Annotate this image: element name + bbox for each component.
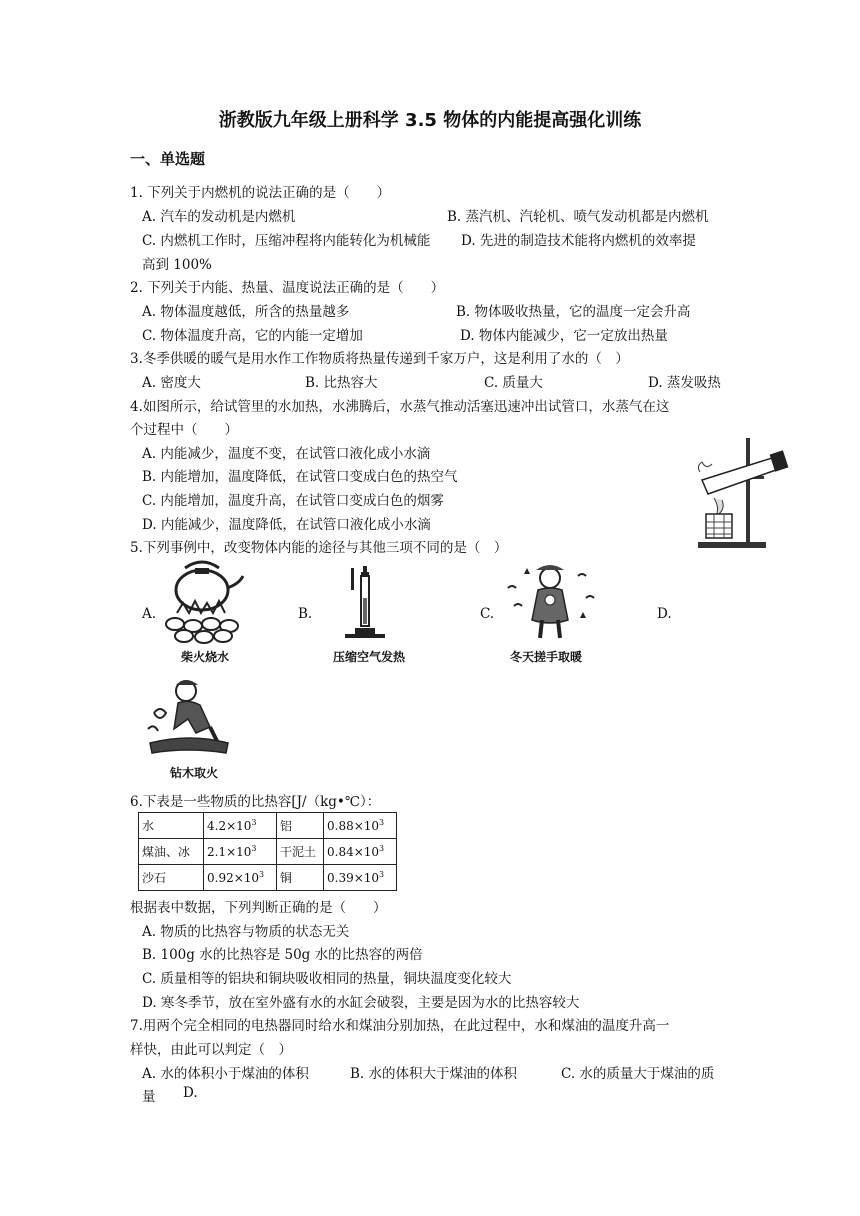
question-3-stem: 3.冬季供暖的暖气是用水作工作物质将热量传递到千家万户，这是利用了水的（ ） [130,351,629,367]
caption-rubbing-hands: 冬天搓手取暖 [510,650,583,664]
kettle-over-fire-image [157,558,247,644]
q4-option-b: B. 内能增加，温度降低，在试管口变成白色的热空气 [142,469,458,485]
question-7-stem-cont: 样快，由此可以判定（ ） [130,1042,292,1058]
q7-option-a: A. 水的体积小于煤油的体积 [142,1066,309,1082]
q7-option-c-cont: 量 [142,1089,156,1105]
table-cell: 煤油、冰 [139,839,204,865]
q2-option-c: C. 物体温度升高，它的内能一定增加 [142,328,363,344]
q2-option-a: A. 物体温度越低，所含的热量越多 [142,304,350,320]
table-row [139,839,397,865]
specific-heat-table [138,812,397,891]
q6-option-d: D. 寒冬季节，放在室外盛有水的水缸会破裂，主要是因为水的比热容较大 [142,995,580,1011]
q5-option-d: D. [657,606,672,622]
caption-compression: 压缩空气发热 [333,650,406,664]
table-cell: $0.39\times 10^3$ [324,865,397,891]
q1-option-a: A. 汽车的发动机是内燃机 [142,209,296,225]
table-cell: $4.2\times 10^3$ [204,813,277,839]
q3-option-d: D. 蒸发吸热 [648,375,721,391]
table-row [139,813,397,839]
q6-option-c: C. 质量相等的铝块和铜块吸收相同的热量，铜块温度变化较大 [142,971,512,987]
q4-option-d: D. 内能减少，温度降低，在试管口液化成小水滴 [142,517,431,533]
q3-option-c: C. 质量大 [484,375,543,391]
air-compression-image [315,558,427,644]
question-4-stem: 4.如图所示，给试管里的水加热，水沸腾后，水蒸气推动活塞迅速冲出试管口，水蒸气在这 [130,399,670,415]
q7-option-b: B. 水的体积大于煤油的体积 [350,1066,518,1082]
table-cell: 铜 [277,865,324,891]
question-4-stem-cont: 个过程中（ ） [130,422,238,438]
question-6-prompt: 根据表中数据，下列判断正确的是（ ） [130,900,387,916]
question-7-stem: 7.用两个完全相同的电热器同时给水和煤油分别加热，在此过程中，水和煤油的温度升高一 [130,1018,670,1034]
table-cell: $2.1\times 10^3$ [204,839,277,865]
table-cell: 沙石 [139,865,204,891]
q1-option-d-cont: 高到 100% [142,257,212,273]
section-heading: 一、单选题 [130,150,206,168]
q2-option-b: B. 物体吸收热量，它的温度一定会升高 [456,304,691,320]
question-2-stem: 2. 下列关于内能、热量、温度说法正确的是（ ） [130,280,445,296]
q1-option-d: D. 先进的制造技术能将内燃机的效率提 [461,233,696,249]
q3-option-b: B. 比热容大 [305,375,378,391]
q5-option-b: B. [298,606,313,622]
q7-option-c: C. 水的质量大于煤油的质 [561,1066,715,1082]
q6-option-b: B. 100g 水的比热容是 50g 水的比热容的两倍 [142,947,423,963]
table-cell: 铝 [277,813,324,839]
q4-option-c: C. 内能增加，温度升高，在试管口变成白色的烟雾 [142,493,444,509]
rubbing-hands-image [494,558,608,644]
table-cell: $0.92\times 10^3$ [204,865,277,891]
q2-option-d: D. 物体内能减少，它一定放出热量 [460,328,668,344]
table-cell: 水 [139,813,204,839]
caption-kettle: 柴火烧水 [181,650,230,664]
q5-option-c: C. [480,606,495,622]
q7-option-d: D. [183,1085,198,1101]
question-6-stem: 6.下表是一些物质的比热容[J/（kg•℃）： [130,794,381,810]
q1-option-c: C. 内燃机工作时，压缩冲程将内能转化为机械能 [142,233,431,249]
q5-option-a: A. [142,606,157,622]
question-1-stem: 1. 下列关于内燃机的说法正确的是（ ） [130,185,391,201]
q4-option-a: A. 内能减少，温度不变，在试管口液化成小水滴 [142,446,431,462]
question-5-stem: 5.下列事例中，改变物体内能的途径与其他三项不同的是（ ） [130,540,508,556]
table-cell: $0.84\times 10^3$ [324,839,397,865]
page-title: 浙教版九年级上册科学 3.5 物体的内能提高强化训练 [218,110,642,131]
q3-option-a: A. 密度大 [142,375,201,391]
drilling-wood-image [140,673,234,759]
q6-option-a: A. 物质的比热容与物质的状态无关 [142,924,350,940]
table-row [139,865,397,891]
q1-option-b: B. 蒸汽机、汽轮机、喷气发动机都是内燃机 [447,209,709,225]
table-cell: $0.88\times 10^3$ [324,813,397,839]
test-tube-apparatus-figure [694,432,802,550]
table-cell: 干泥土 [277,839,324,865]
caption-drilling-wood: 钻木取火 [170,766,219,780]
